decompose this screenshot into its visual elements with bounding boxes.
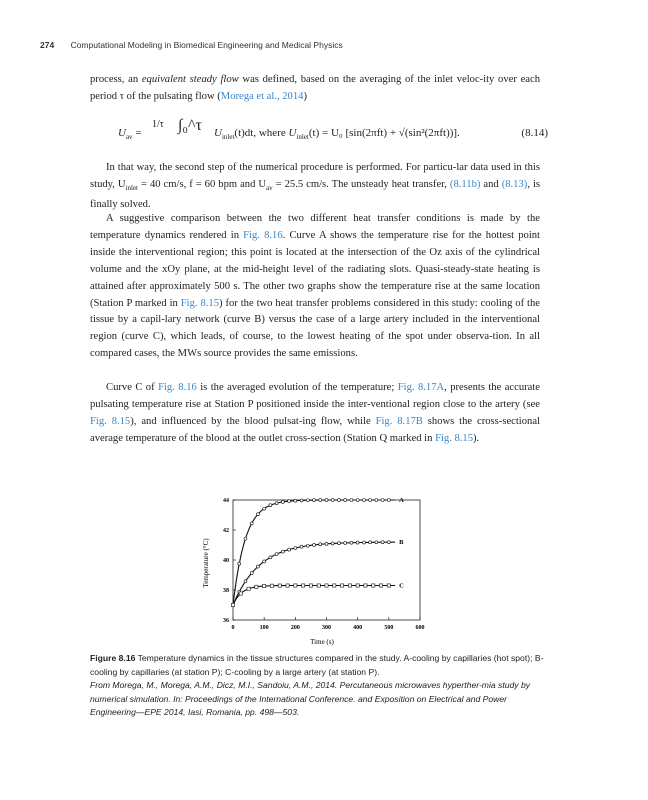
series-marker-B: [288, 548, 291, 551]
eq-integral: ∫₀^τ: [178, 117, 202, 134]
series-marker-C: [356, 584, 359, 587]
equation-number: (8.14): [521, 127, 548, 139]
series-marker-C: [278, 584, 281, 587]
series-marker-A: [238, 562, 241, 565]
series-marker-B: [256, 565, 259, 568]
x-tick-label: 400: [353, 625, 363, 631]
series-marker-A: [362, 499, 365, 502]
series-marker-A: [350, 499, 353, 502]
citation-link[interactable]: Morega et al., 2014: [220, 90, 304, 102]
figure-link[interactable]: Fig. 8.15: [435, 432, 474, 444]
y-tick-label: 40: [223, 558, 229, 564]
caption-source: From Morega, M., Morega, A.M., Dicz, M.I., Sandoiu, A.M., 2014. Percutaneous microwaves hyperther-mia study by numerical simulation. In: Proceedings of the International Conference. and Exposition on Electrical and Power Engineering—EPE 2014, Iasi, Romania, pp. 498—503.: [90, 680, 531, 718]
series-marker-A: [325, 499, 328, 502]
series-marker-C: [286, 584, 289, 587]
series-marker-C: [270, 584, 273, 587]
series-marker-B: [362, 541, 365, 544]
series-marker-A: [306, 499, 309, 502]
series-marker-C: [387, 584, 390, 587]
series-marker-A: [250, 522, 253, 525]
series-marker-A: [387, 499, 390, 502]
series-label-C: C: [399, 582, 404, 590]
series-marker-C: [372, 584, 375, 587]
equation-link[interactable]: (8.13): [501, 178, 528, 190]
series-marker-B: [356, 541, 359, 544]
series-marker-C: [294, 584, 297, 587]
series-marker-C: [239, 592, 242, 595]
y-tick-label: 38: [223, 588, 229, 594]
paragraph-3: Curve C of Fig. 8.16 is the averaged evolution of the temperature; Fig. 8.17A, presents the accurate pulsating temperature rise at Station P positioned inside the inter-ventional region close to the artery (see Fig. 8.15), and influenced by the blood pulsat-ing flow, while Fig. 8.17B shows the cross-sectional average temperature of the blood at the outlet cross-section (Station Q marked in Fig. 8.15).: [90, 382, 541, 444]
y-tick-label: 36: [223, 618, 229, 624]
figure-8-16-chart: [195, 488, 445, 650]
series-marker-C: [263, 584, 266, 587]
series-marker-A: [256, 513, 259, 516]
x-tick-label: 100: [259, 625, 269, 631]
series-marker-C: [348, 584, 351, 587]
paragraph-2: A suggestive comparison between the two different heat transfer conditions is made by the temperature dynamics rendered in Fig. 8.16. Curve A shows the temperature rise for the hottest point inside the interventional region; this point is located at the intersection of the Oz axis of the cylindrical volume and the xOy plane, at the mid-height level of the radiating slots. Quasi-steady-state heating is attained after approximately 500 s. The other two graphs show the temperature rise at the same location (Station P marked in Fig. 8.15) for the two heat transfer problems considered in this study: cooling of the tissue by a capil-lary network (curve B) versus the case of a large artery included in the interventional region (curve C), which leads, of course, to the lowest heating of the spot under observa-tion. In all compared cases, the MWs source provides the same emissions.: [90, 213, 540, 360]
figure-link[interactable]: Fig. 8.15: [90, 415, 131, 427]
running-header: [40, 40, 343, 50]
figure-link[interactable]: Fig. 8.17B: [375, 415, 423, 427]
series-marker-A: [269, 504, 272, 507]
series-marker-C: [364, 584, 367, 587]
series-marker-B: [244, 580, 247, 583]
eq-fraction: 1/τ: [152, 119, 164, 130]
figure-link[interactable]: Fig. 8.17A: [397, 382, 445, 393]
chart-series: [231, 497, 404, 607]
series-marker-C: [231, 603, 234, 606]
series-marker-A: [381, 499, 384, 502]
series-marker-B: [387, 541, 390, 544]
series-marker-A: [288, 500, 291, 503]
x-tick-label: 600: [415, 625, 425, 631]
series-marker-B: [263, 560, 266, 563]
series-marker-C: [247, 587, 250, 590]
series-marker-A: [356, 499, 359, 502]
equation-link[interactable]: (8.11b): [449, 178, 481, 190]
figure-link[interactable]: Fig. 8.16: [243, 229, 283, 241]
figure-label: Figure 8.16: [90, 653, 136, 663]
series-marker-B: [294, 546, 297, 549]
eq-lhs: $U_{av}$ =: [118, 127, 142, 142]
x-tick-label: 0: [231, 625, 235, 631]
caption-text: Temperature dynamics in the tissue structures compared in the study. A-cooling by capillaries (hot spot); B-cooling by capillaries (at station P); C-cooling by a large artery (at station P).: [90, 653, 544, 677]
equation-8-14: [118, 115, 548, 159]
figure-link[interactable]: Fig. 8.16: [158, 382, 197, 393]
x-tick-label: 300: [322, 625, 331, 631]
series-marker-B: [269, 556, 272, 559]
series-marker-B: [375, 541, 378, 544]
series-marker-B: [344, 541, 347, 544]
x-tick-label: 200: [290, 625, 300, 631]
series-marker-B: [331, 542, 334, 545]
paragraph-1: In that way, the second step of the numerical procedure is performed. For particu-lar data used in this study, $U_{inlet} = 40$ cm/s, f = 60 bpm and $U_{av} = 25.5$ cm/s. The unsteady heat transfer, (8.11b) and (8.13), is finally solved.: [90, 162, 541, 210]
series-marker-A: [331, 499, 334, 502]
series-marker-A: [294, 499, 297, 502]
series-line-B: [233, 542, 395, 605]
page-number: 274: [40, 40, 55, 50]
series-marker-C: [325, 584, 328, 587]
series-marker-B: [281, 550, 284, 553]
series-marker-A: [263, 507, 266, 510]
figure-caption: [90, 652, 550, 720]
series-marker-A: [244, 537, 247, 540]
series-marker-A: [369, 499, 372, 502]
series-marker-A: [300, 499, 303, 502]
y-tick-label: 42: [223, 528, 229, 534]
series-marker-B: [300, 545, 303, 548]
running-title: Computational Modeling in Biomedical Engineering and Medical Physics: [70, 40, 343, 50]
series-label-B: B: [399, 539, 404, 547]
series-marker-B: [381, 541, 384, 544]
plot-frame: [233, 500, 420, 620]
series-marker-B: [275, 553, 278, 556]
series-marker-C: [255, 585, 258, 588]
series-marker-C: [317, 584, 320, 587]
series-marker-C: [302, 584, 305, 587]
series-marker-C: [333, 584, 336, 587]
series-marker-C: [379, 584, 382, 587]
series-marker-A: [313, 499, 316, 502]
series-label-A: A: [399, 497, 404, 505]
series-marker-A: [281, 500, 284, 503]
x-tick-label: 500: [384, 625, 394, 631]
y-tick-label: 44: [223, 498, 229, 504]
series-marker-B: [319, 543, 322, 546]
series-marker-C: [340, 584, 343, 587]
y-axis-label: Temperature (°C): [202, 538, 210, 588]
series-marker-B: [306, 544, 309, 547]
series-marker-C: [309, 584, 312, 587]
series-marker-A: [337, 499, 340, 502]
series-marker-B: [250, 572, 253, 575]
series-marker-B: [369, 541, 372, 544]
series-marker-A: [344, 499, 347, 502]
emphasis: equivalent steady flow: [141, 74, 239, 85]
series-marker-A: [275, 502, 278, 505]
figure-link[interactable]: Fig. 8.15: [180, 297, 219, 309]
series-marker-A: [319, 499, 322, 502]
paragraph-intro: process, an equivalent steady flow was defined, based on the averaging of the inlet veloc-ity over each period τ of the pulsating flow (Morega et al., 2014): [90, 74, 540, 102]
eq-integrand: $U_{inlet}(t)dt$, where $U_{inlet}(t) = U_0$ [sin(2πft) + √(sin²(2πft))].: [214, 127, 460, 142]
series-marker-A: [375, 499, 378, 502]
series-marker-B: [325, 542, 328, 545]
x-axis-label: Time (s): [310, 638, 334, 646]
chart-axes: [223, 498, 425, 631]
series-marker-B: [337, 542, 340, 545]
series-marker-B: [313, 543, 316, 546]
series-marker-B: [350, 541, 353, 544]
